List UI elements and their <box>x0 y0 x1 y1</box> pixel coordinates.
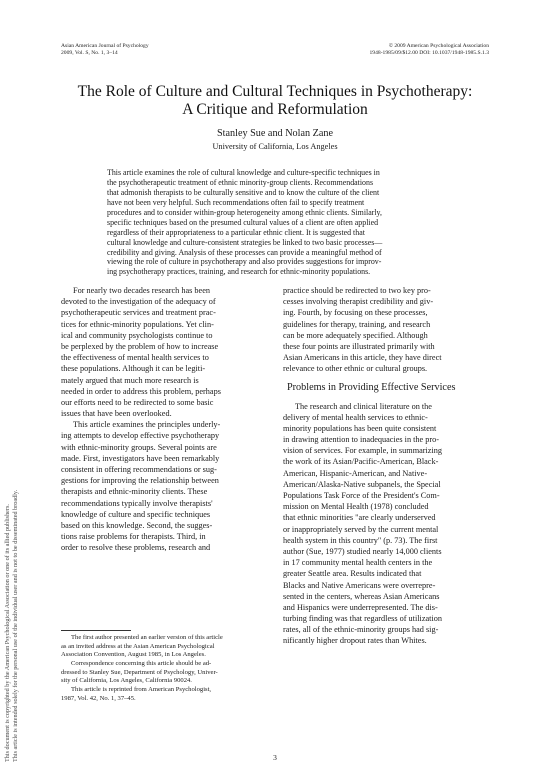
left-column <box>61 285 273 554</box>
abstract-line: cultural knowledge and culture-consistent strategies be linked to two basic processes— <box>107 237 383 247</box>
text-line: or inappropriately served by the current mental <box>283 524 439 534</box>
text-line: For nearly two decades research has been <box>73 286 210 295</box>
abstract-line: ing psychotherapy practices, training, and research for ethnic-minority populations. <box>107 267 371 277</box>
section-paragraph <box>283 401 492 647</box>
text-line: that ethnic minorities "are clearly underserved <box>283 513 436 523</box>
text-line: This article examines the principles underly- <box>73 420 221 430</box>
text-line: mately argued that much more research is <box>61 375 199 385</box>
text-line: made. First, investigators have been remarkably <box>61 453 220 463</box>
text-line: author (Sue, 1977) studied nearly 14,000 clients <box>283 546 442 556</box>
text-line: tions raise problems for therapists. Third, in <box>61 532 206 542</box>
copyright-line: © 2009 American Psychological Association <box>388 43 489 49</box>
usage-notice-vertical: This article is intended solely for the personal use of the individual user and is not to be disseminated broadly. <box>12 489 19 762</box>
text-line: devoted to the investigation of the adequacy of <box>61 297 216 307</box>
text-line: therapists and ethnic-minority clients. These <box>61 487 208 497</box>
text-line: gestions for improving the relationship between <box>61 476 219 486</box>
text-line: relevance to other ethnic or cultural groups. <box>283 364 428 374</box>
text-line: can be more adequately specified. Although <box>283 330 428 340</box>
text-line: order to resolve these problems, research and <box>61 543 211 553</box>
continued-paragraph <box>283 285 492 375</box>
abstract-line: regardless of their appropriateness to a particular ethnic client. It is suggested that <box>107 227 365 237</box>
title-line: The Role of Culture and Cultural Techniques in Psychotherapy: <box>77 83 473 100</box>
text-line: greater Seattle area. Results indicated that <box>283 569 422 579</box>
footnote-line: Correspondence concerning this article should be ad- <box>71 660 212 668</box>
text-line: our efforts need to be redirected to some basic <box>61 397 214 407</box>
text-line: nificantly higher dropout rates than Whites. <box>283 636 427 646</box>
text-line: recommendations typically involve therapists' <box>61 498 213 508</box>
text-line: the effectiveness of mental health services to <box>61 353 209 363</box>
copyright-notice-vertical: This document is copyrighted by the American Psychological Association or one of its allied publishers. <box>4 504 11 762</box>
journal-header-left <box>61 43 149 57</box>
footnotes <box>61 634 273 704</box>
text-line: ing attempts to develop effective psychotherapy <box>61 431 220 441</box>
text-line: with ethnic-minority groups. Several points are <box>61 442 217 452</box>
text-line: in 17 community mental health centers in the <box>283 558 433 568</box>
text-line: and Hispanics were underrepresented. The dis- <box>283 602 438 612</box>
footnote-line: sity of California, Los Angeles, California 90024. <box>61 677 192 685</box>
abstract-line: viewing the role of culture in psychotherapy and also provides suggestions for improv- <box>107 257 382 267</box>
text-line: be perplexed by the problem of how to increase <box>61 341 219 351</box>
text-line: based on this knowledge. Second, the sugges- <box>61 520 213 530</box>
text-line: needed in order to address this problem, perhaps <box>61 386 221 396</box>
abstract <box>107 168 447 277</box>
abstract-line: the psychotherapeutic treatment of ethnic minority-group clients. Recommendations <box>107 177 374 187</box>
text-line: knowledge of culture and specific techniques <box>61 509 211 519</box>
text-line: mission on Mental Health (1978) concluded <box>283 502 429 512</box>
journal-name: Asian American Journal of Psychology <box>61 43 149 49</box>
text-line: in drawing attention to inadequacies in the pro- <box>283 435 440 445</box>
text-line: tices for ethnic-minority populations. Yet clin- <box>61 319 214 329</box>
text-line: cesses involving therapist credibility and giv- <box>283 297 434 307</box>
footnote-line: Association Convention, August 1985, in Los Angeles. <box>61 651 206 659</box>
overview-paragraph <box>61 419 273 553</box>
text-line: The research and clinical literature on the <box>295 401 432 411</box>
text-line: practice should be redirected to two key pro- <box>283 286 431 295</box>
abstract-line: procedures and to consider within-group heterogeneity among ethnic clients. Similarly, <box>107 207 382 217</box>
footnote-line: This article is reprinted from American Psychologist, <box>71 686 212 694</box>
authors: Stanley Sue and Nolan Zane <box>217 128 333 139</box>
text-line: sented in the centers, whereas Asian Americans <box>283 591 440 601</box>
text-line: the work of its Asian/Pacific-American, Black- <box>283 457 439 467</box>
text-line: these populations. Although it can be legiti- <box>61 364 206 374</box>
text-line: guidelines for therapy, training, and research <box>283 319 431 329</box>
text-line: Asian Americans in this article, they have direct <box>283 353 442 363</box>
title-line: A Critique and Reformulation <box>182 101 368 118</box>
right-column <box>283 285 492 647</box>
page-number: 3 <box>273 753 277 762</box>
text-line: American, Hispanic-American, and Native- <box>283 468 428 478</box>
text-line: American/Alaska-Native subpanels, the Special <box>283 479 441 489</box>
text-line: minority populations has been quite consistent <box>283 423 437 433</box>
text-line: turbing finding was that regardless of utilization <box>283 614 443 624</box>
abstract-line: have not been very helpful. Such recommendations often fail to specify treatment <box>107 197 365 207</box>
footnote-line: as an invited address at the Asian American Psychological <box>61 642 215 650</box>
footnote-line: The first author presented an earlier version of this article <box>71 634 223 641</box>
doi-line: 1948-1985/09/$12.00 DOI: 10.1037/1948-1985.S.1.3 <box>369 50 489 56</box>
text-line: vision of services. For example, in summarizing <box>283 446 443 456</box>
text-line: psychotherapeutic services and treatment prac- <box>61 308 216 318</box>
text-line: Blacks and Native Americans were overrepre- <box>283 580 436 590</box>
article-title <box>40 83 510 119</box>
text-line: delivery of mental health services to ethnic- <box>283 412 428 422</box>
footnote-line: dressed to Stanley Sue, Department of Psychology, Univer- <box>61 668 218 676</box>
footnote-line: 1987, Vol. 42, No. 1, 37–45. <box>61 694 136 702</box>
text-line: these four points are illustrated primarily with <box>283 341 435 351</box>
affiliation: University of California, Los Angeles <box>212 142 338 151</box>
text-line: consistent in offering recommendations or sug- <box>61 465 217 474</box>
abstract-line: credibility and giving. Analysis of these processes can provide a meaningful method of <box>107 247 382 257</box>
journal-volume: 2009, Vol. S, No. 1, 3–14 <box>61 50 118 56</box>
abstract-line: This article examines the role of cultural knowledge and culture-specific techniques in <box>107 168 380 177</box>
text-line: rates, all of the ethnic-minority groups had sig- <box>283 625 439 635</box>
section-heading: Problems in Providing Effective Services <box>287 381 456 393</box>
abstract-line: that admonish therapists to be culturally sensitive and to know the culture of the client <box>107 187 380 197</box>
text-line: issues that have been overlooked. <box>61 409 172 419</box>
journal-header-right <box>370 43 490 57</box>
text-line: ical and community psychologists continue to <box>61 330 213 340</box>
text-line: Populations Task Force of the President's Com- <box>283 491 440 500</box>
text-line: health system in this country" (p. 73). The first <box>283 535 438 545</box>
intro-paragraph <box>61 285 273 419</box>
footnote-divider <box>61 630 131 631</box>
abstract-line: specific techniques based on the presumed cultural values of a client are often applied <box>107 217 379 227</box>
text-line: ing. Fourth, by focusing on these processes, <box>283 308 428 318</box>
